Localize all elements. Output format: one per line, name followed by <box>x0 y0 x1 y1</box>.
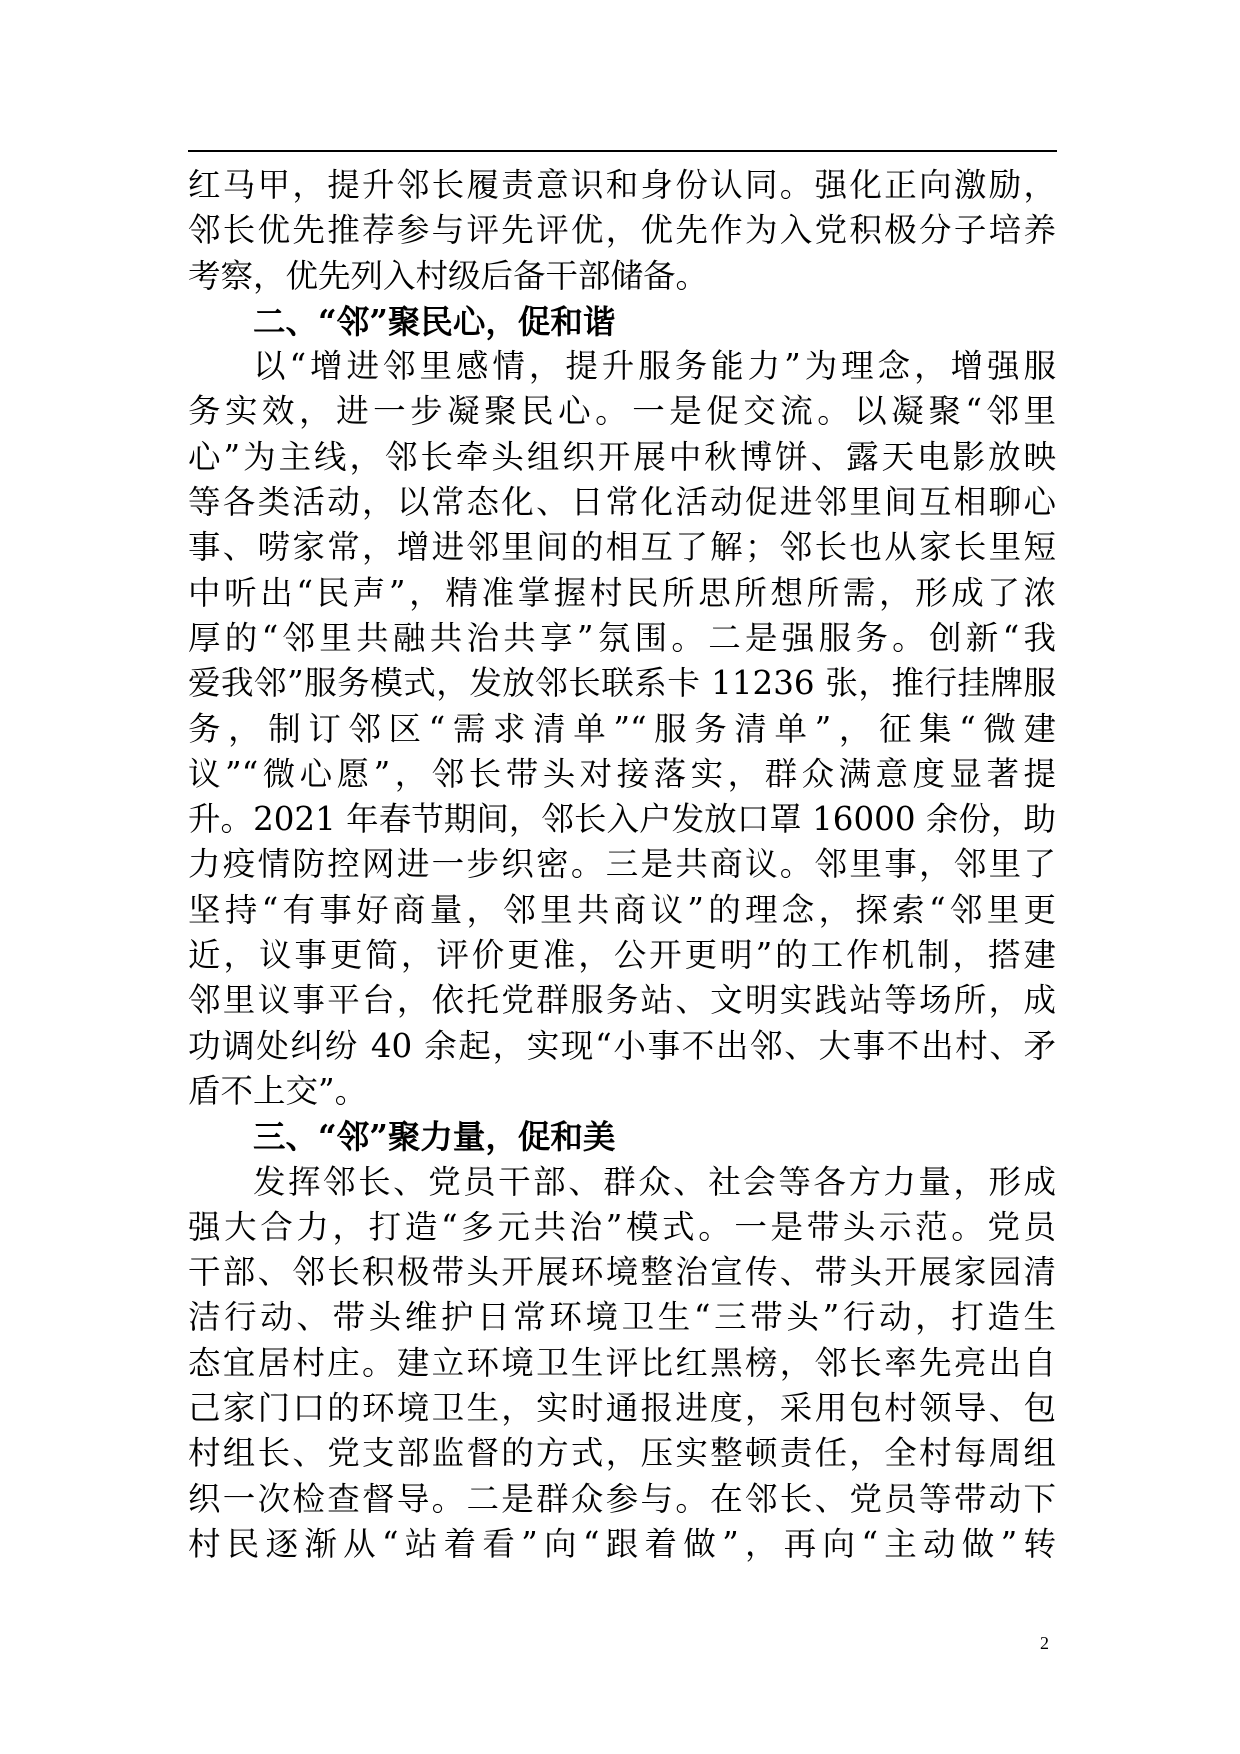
text-line: 考察，优先列入村级后备干部储备。 <box>188 256 709 295</box>
page-number: 2 <box>1040 1633 1049 1653</box>
section-heading: 三、“邻”聚力量，促和美 <box>253 1117 616 1157</box>
text-line: 等各类活动，以常态化、日常化活动促进邻里间互相聊心 <box>188 483 1056 522</box>
text-line: 近，议事更简，评价更准，公开更明”的工作机制，搭建 <box>188 936 1056 975</box>
document-body <box>188 163 1056 1567</box>
text-line: 红马甲，提升邻长履责意识和身份认同。强化正向激励， <box>188 166 1056 204</box>
text-line: 发挥邻长、党员干部、群众、社会等各方力量，形成 <box>253 1162 1056 1201</box>
text-line: 态宜居村庄。建立环境卫生评比红黑榜，邻长率先亮出自 <box>188 1343 1056 1382</box>
text-line: 爱我邻”服务模式，发放邻长联系卡 11236 张，推行挂牌服 <box>188 664 1056 703</box>
text-line: 洁行动、带头维护日常环境卫生“三带头”行动，打造生 <box>188 1298 1056 1337</box>
text-line: 干部、邻长积极带头开展环境整治宣传、带头开展家园清 <box>188 1253 1056 1292</box>
text-line: 强大合力，打造“多元共治”模式。一是带头示范。党员 <box>188 1207 1056 1246</box>
text-line: 邻长优先推荐参与评先评优，优先作为入党积极分子培养 <box>188 211 1056 250</box>
text-line: 以“增进邻里感情，提升服务能力”为理念，增强服 <box>253 347 1056 386</box>
text-line: 议”“微心愿”，邻长带头对接落实，群众满意度显著提 <box>188 754 1056 793</box>
text-line: 事、唠家常，增进邻里间的相互了解；邻长也从家长里短 <box>188 528 1056 567</box>
text-line: 己家门口的环境卫生，实时通报进度，采用包村领导、包 <box>188 1389 1056 1428</box>
text-line: 织一次检查督导。二是群众参与。在邻长、党员等带动下 <box>188 1479 1056 1518</box>
text-line: 村民逐渐从“站着看”向“跟着做”，再向“主动做”转 <box>188 1524 1056 1563</box>
text-line: 务实效，进一步凝聚民心。一是促交流。以凝聚“邻里 <box>188 392 1056 431</box>
text-line: 务，制订邻区“需求清单”“服务清单”，征集“微建 <box>188 709 1056 748</box>
header-rule <box>188 150 1057 152</box>
text-line: 力疫情防控网进一步织密。三是共商议。邻里事，邻里了 <box>188 845 1056 884</box>
text-line: 盾不上交”。 <box>188 1071 368 1110</box>
text-line: 坚持“有事好商量，邻里共商议”的理念，探索“邻里更 <box>188 890 1056 929</box>
text-line: 功调处纠纷 40 余起，实现“小事不出邻、大事不出村、矛 <box>188 1026 1056 1065</box>
section-heading: 二、“邻”聚民心，促和谐 <box>253 301 616 341</box>
text-line: 厚的“邻里共融共治共享”氛围。二是强服务。创新“我 <box>188 618 1056 657</box>
text-line: 升。2021 年春节期间，邻长入户发放口罩 16000 余份，助 <box>188 800 1056 839</box>
text-line: 村组长、党支部监督的方式，压实整顿责任，全村每周组 <box>188 1434 1056 1473</box>
text-line: 中听出“民声”，精准掌握村民所思所想所需，形成了浓 <box>188 573 1056 612</box>
text-line: 心”为主线，邻长牵头组织开展中秋博饼、露天电影放映 <box>188 437 1056 476</box>
text-line: 邻里议事平台，依托党群服务站、文明实践站等场所，成 <box>188 981 1056 1020</box>
